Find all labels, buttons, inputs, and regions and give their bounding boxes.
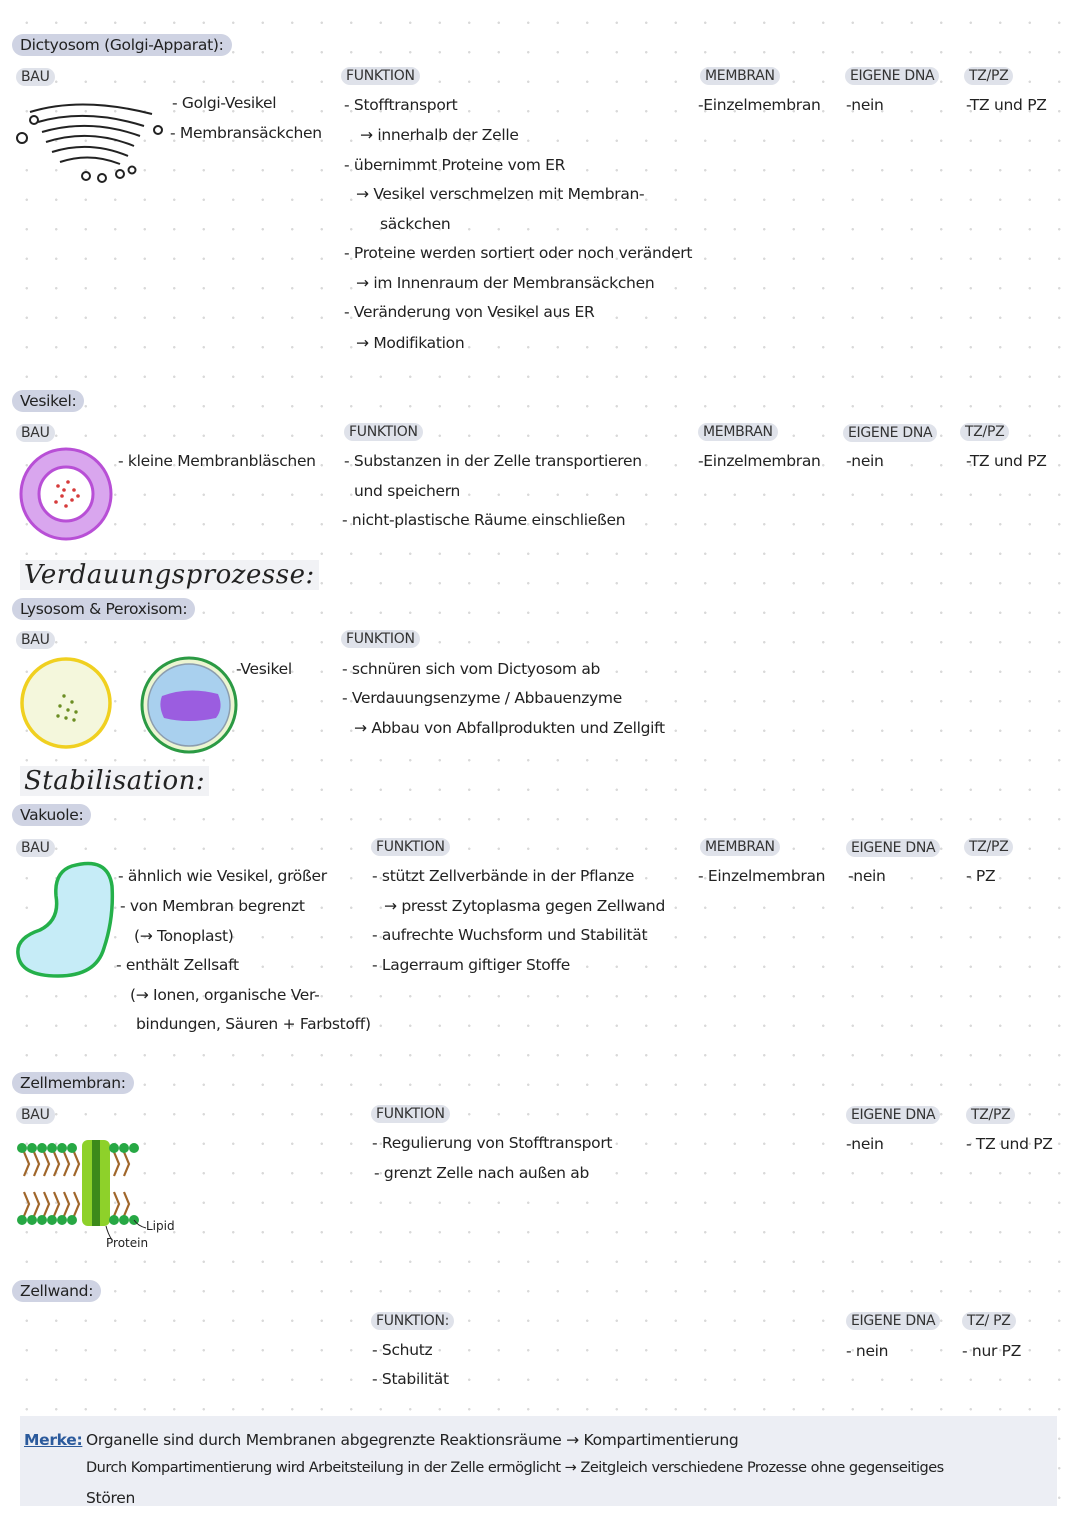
funktion-line: → Modifikation [356, 334, 465, 352]
funktion-line: - stützt Zellverbände in der Pflanze [372, 867, 635, 885]
funktion-line: - Regulierung von Stofftransport [372, 1134, 613, 1152]
funktion-line: - schnüren sich vom Dictyosom ab [342, 660, 601, 678]
vesikel-tzpz-header: TZ/PZ [960, 423, 1009, 441]
dictyosom-membran-value: -Einzelmembran [698, 96, 821, 114]
funktion-line: → innerhalb der Zelle [360, 126, 519, 144]
dictyosom-dna-value: -nein [846, 96, 884, 114]
lipid-label: Lipid [146, 1219, 175, 1233]
vesikel-membran-value: -Einzelmembran [698, 452, 821, 470]
funktion-line: - Schutz [372, 1341, 433, 1359]
zellmembran-funktion-header: FUNKTION [371, 1105, 450, 1123]
vacuole-drawing [14, 858, 124, 982]
funktion-line: - Lagerraum giftiger Stoffe [372, 956, 570, 974]
vesikel-bau-label: - kleine Membranbläschen [118, 452, 316, 470]
funktion-line: - aufrechte Wuchsform und Stabilität [372, 926, 648, 944]
lysosom-title: Lysosom & Peroxisom: [12, 598, 195, 620]
lysosom-bau-header: BAU [16, 631, 55, 649]
funktion-line: → Abbau von Abfallprodukten und Zellgift [354, 719, 665, 737]
zellmembran-bau-header: BAU [16, 1106, 55, 1124]
zellmembran-dna-value: -nein [846, 1135, 884, 1153]
golgi-vesikel-label: - Golgi-Vesikel [172, 94, 277, 112]
merke-line-2: Durch Kompartimentierung wird Arbeitsteilung in der Zelle ermöglicht → Zeitgleich verschiedene Prozesse ohne gegenseitiges [86, 1460, 944, 1476]
dictyosom-tzpz-header: TZ/PZ [964, 67, 1013, 85]
vesikel-tzpz-value: -TZ und PZ [966, 452, 1047, 470]
zellwand-funktion-header: FUNKTION: [371, 1312, 454, 1330]
funktion-line: - Stabilität [372, 1370, 449, 1388]
funktion-line: → presst Zytoplasma gegen Zellwand [384, 897, 665, 915]
vesikel-title: Vesikel: [12, 390, 84, 412]
dictyosom-funktion-header: FUNKTION [341, 67, 420, 85]
vesikel-dna-value: -nein [846, 452, 884, 470]
vesicle-drawing [18, 446, 118, 542]
funktion-line: - übernimmt Proteine vom ER [344, 156, 566, 174]
stabilisation-script-title: Stabilisation: [20, 766, 209, 796]
vakuole-bau-line: (→ Ionen, organische Ver- [130, 986, 320, 1004]
protein-label: Protein [106, 1236, 149, 1250]
merke-label: Merke: [24, 1431, 83, 1449]
membransaeckchen-label: - Membransäckchen [170, 124, 322, 142]
merke-line-1: Organelle sind durch Membranen abgegrenzte Reaktionsräume → Kompartimentierung [86, 1431, 739, 1449]
zellwand-dna-value: - nein [846, 1342, 889, 1360]
vakuole-title: Vakuole: [12, 804, 91, 826]
lysosome-drawing [18, 656, 118, 752]
funktion-line: - Proteine werden sortiert oder noch verändert [344, 244, 693, 262]
funktion-line: - grenzt Zelle nach außen ab [374, 1164, 590, 1182]
vesikel-bau-header: BAU [16, 424, 55, 442]
vesikel-dna-header: EIGENE DNA [843, 424, 937, 442]
funktion-line: - nicht-plastische Räume einschließen [342, 511, 626, 529]
zellmembran-tzpz-header: TZ/PZ [966, 1106, 1015, 1124]
funktion-line: und speichern [354, 482, 461, 500]
vakuole-bau-line: (→ Tonoplast) [134, 927, 234, 945]
dictyosom-title: Dictyosom (Golgi-Apparat): [12, 34, 232, 56]
dictyosom-dna-header: EIGENE DNA [845, 67, 939, 85]
peroxisome-drawing [138, 656, 242, 756]
vakuole-funktion-header: FUNKTION [371, 838, 450, 856]
zellmembran-dna-header: EIGENE DNA [846, 1106, 940, 1124]
vakuole-bau-header: BAU [16, 839, 55, 857]
funktion-line: → im Innenraum der Membransäckchen [356, 274, 655, 292]
merke-line-3: Stören [86, 1489, 135, 1507]
lysosom-funktion-header: FUNKTION [341, 630, 420, 648]
vakuole-tzpz-value: - PZ [966, 867, 996, 885]
vesikel-membran-header: MEMBRAN [698, 423, 778, 441]
vakuole-bau-line: bindungen, Säuren + Farbstoff) [136, 1015, 371, 1033]
vakuole-bau-line: - enthält Zellsaft [116, 956, 239, 974]
zellwand-title: Zellwand: [12, 1280, 101, 1302]
vakuole-membran-value: - Einzelmembran [698, 867, 826, 885]
vakuole-bau-line: - von Membran begrenzt [120, 897, 305, 915]
dictyosom-tzpz-value: -TZ und PZ [966, 96, 1047, 114]
verdauung-script-title: Verdauungsprozesse: [20, 560, 319, 590]
funktion-line: → Vesikel verschmelzen mit Membran- [356, 185, 645, 203]
vakuole-tzpz-header: TZ/PZ [964, 838, 1013, 856]
vakuole-dna-value: -nein [848, 867, 886, 885]
funktion-line: - Stofftransport [344, 96, 458, 114]
funktion-line: säckchen [380, 215, 451, 233]
zellwand-tzpz-header: TZ/ PZ [962, 1312, 1016, 1330]
zellmembran-tzpz-value: - TZ und PZ [966, 1135, 1053, 1153]
dictyosom-bau-header: BAU [16, 68, 55, 86]
lipid-bilayer-drawing [16, 1136, 146, 1232]
zellmembran-title: Zellmembran: [12, 1072, 134, 1094]
vesikel-funktion-header: FUNKTION [344, 423, 423, 441]
funktion-line: - Substanzen in der Zelle transportieren [344, 452, 642, 470]
lysosom-vesikel-label: -Vesikel [236, 660, 292, 678]
dictyosom-membran-header: MEMBRAN [700, 67, 780, 85]
zellwand-tzpz-value: - nur PZ [962, 1342, 1022, 1360]
funktion-line: - Veränderung von Vesikel aus ER [344, 303, 595, 321]
zellwand-dna-header: EIGENE DNA [846, 1312, 940, 1330]
golgi-apparatus-drawing [12, 100, 172, 190]
vakuole-membran-header: MEMBRAN [700, 838, 780, 856]
vakuole-dna-header: EIGENE DNA [846, 839, 940, 857]
funktion-line: - Verdauungsenzyme / Abbauenzyme [342, 689, 622, 707]
vakuole-bau-line: - ähnlich wie Vesikel, größer [118, 867, 327, 885]
